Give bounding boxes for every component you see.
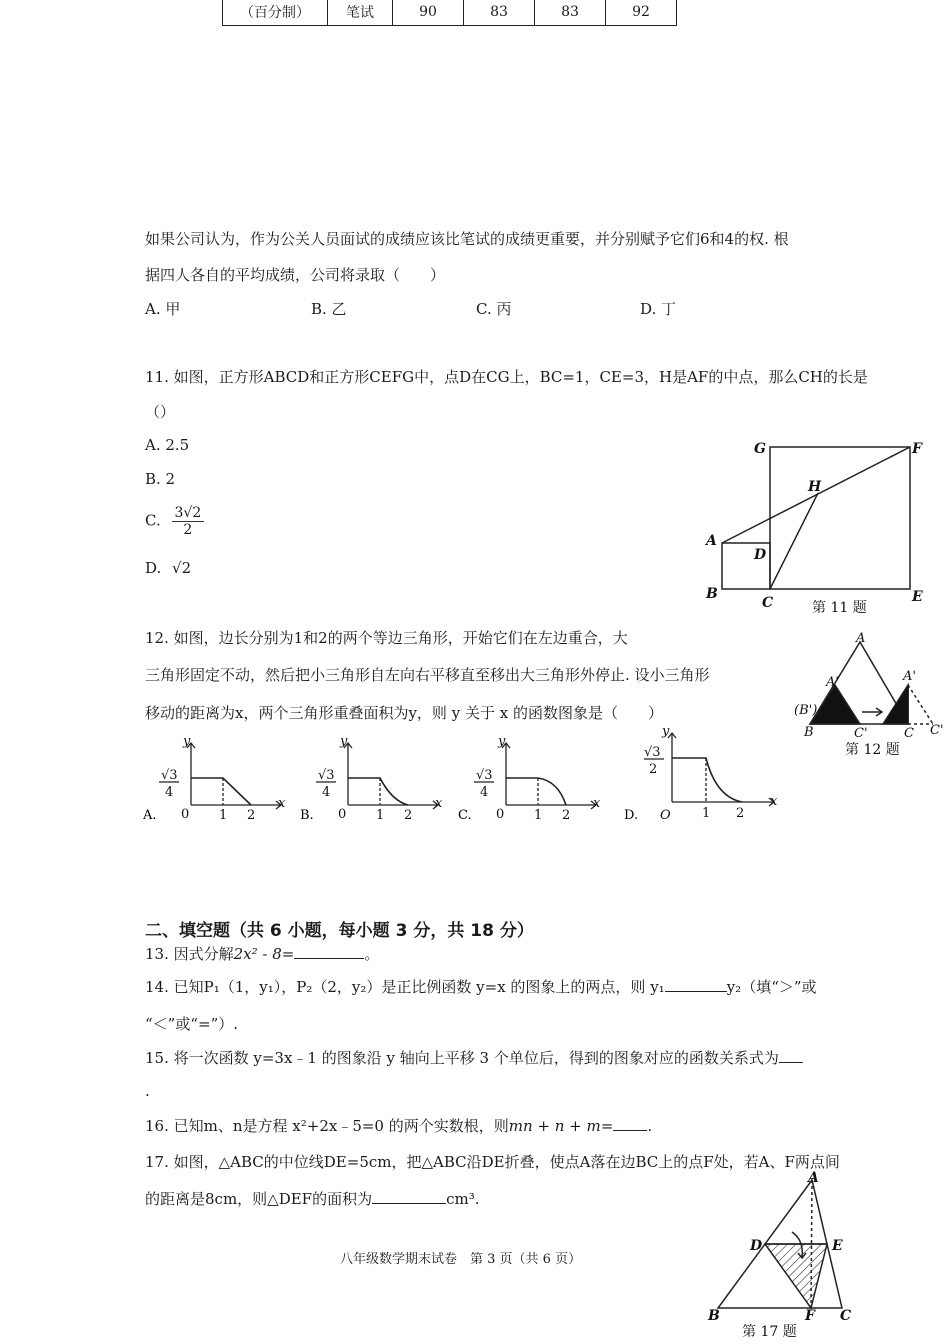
graph-d-label: D. (624, 808, 639, 823)
q12-figure (790, 630, 948, 760)
label-b: B (706, 586, 718, 602)
table-cell-score: 83 (535, 0, 606, 26)
table-cell-score: 83 (464, 0, 535, 26)
q13-end: 。 (364, 945, 380, 963)
label-g: G (754, 441, 766, 457)
q12-text-line1: 12. 如图，边长分别为1和2的两个等边三角形，开始它们在左边重合，大 (145, 629, 628, 647)
q12-text-line2: 三角形固定不动，然后把小三角形自左向右平移直至移出大三角形外停止. 设小三角形 (145, 666, 710, 684)
q12-label-a1: A' (826, 675, 839, 690)
q12-label-c2: C' (930, 723, 944, 738)
q14-text-b: y₂（填“＞”或 (726, 978, 817, 996)
q16-equals: = (600, 1117, 614, 1135)
q11-option-c (145, 505, 204, 538)
tick-2: 2 (247, 808, 256, 823)
table-cell-label: （百分制） (223, 0, 328, 26)
q11-text-line1: 11. 如图，正方形ABCD和正方形CEFG中，点D在CG上，BC=1，CE=3，H是AF的中点，那么CH的长是 (145, 368, 868, 386)
q17-text-b: cm³. (446, 1190, 480, 1208)
y-label: y (340, 735, 348, 749)
small-triangle-overlap (883, 685, 908, 724)
tick-1: 1 (376, 808, 385, 823)
q11-option-c-numerator: 3√2 (172, 505, 205, 522)
y-tick-den: 2 (649, 762, 658, 777)
q16 (145, 1115, 652, 1136)
x-label: x (593, 796, 601, 811)
tick-1: 1 (534, 808, 543, 823)
table-cell-type: 笔试 (328, 0, 393, 26)
score-table (222, 0, 677, 26)
q12-label-c1: C' (854, 726, 868, 741)
square-cefg (770, 447, 910, 589)
q17-label-f: F (805, 1308, 815, 1324)
q12-label-a2: A' (903, 669, 916, 684)
q12-figure-caption: 第 12 题 (845, 742, 900, 758)
q16-end: . (647, 1117, 653, 1135)
q17-label-c: C (840, 1308, 852, 1324)
small-triangle-dashed-right (908, 685, 933, 724)
section2-heading: 二、填空题（共 6 小题，每小题 3 分，共 18 分） (145, 921, 534, 941)
q13-answer-blank[interactable] (294, 958, 364, 959)
q12-graph-d (624, 725, 784, 830)
q10-text-line2: 据四人各自的平均成绩，公司将录取（ ） (145, 266, 446, 284)
q10-option-d: D. 丁 (640, 300, 677, 318)
x-label: x (770, 794, 778, 809)
label-e: E (912, 589, 923, 605)
q13 (145, 943, 379, 964)
q12-label-b1: (B') (794, 703, 818, 718)
q11-option-a: A. 2.5 (145, 436, 190, 454)
graph-a-label: A. (143, 808, 157, 823)
y-tick-den: 4 (480, 785, 489, 800)
q14-line1 (145, 976, 817, 997)
q13-equals: = (281, 945, 295, 963)
tick-2: 2 (562, 808, 571, 823)
segment-af (722, 447, 910, 543)
q15-text: 15. 将一次函数 y=3x﹣1 的图象沿 y 轴向上平移 3 个单位后，得到的图象对应的函数关系式为 (145, 1049, 779, 1067)
q13-prefix: 13. 因式分解 (145, 945, 234, 963)
q11-figure (700, 435, 930, 620)
tick-2: 2 (404, 808, 413, 823)
q14-text-line2: “＜”或“=”）. (145, 1015, 239, 1033)
graph-a-curve (191, 778, 251, 805)
q11-option-d-value: √2 (172, 559, 192, 577)
q10-option-a: A. 甲 (145, 300, 181, 318)
tick-2: 2 (736, 806, 745, 821)
q16-expression: mn + n + m (508, 1117, 601, 1135)
q15-line1 (145, 1047, 803, 1068)
q11-option-d-label: D. (145, 559, 162, 577)
q14-text-a: 14. 已知P₁（1，y₁），P₂（2，y₂）是正比例函数 y=x 的图象上的两点，则 y₁ (145, 978, 665, 996)
x-label: x (278, 796, 286, 811)
y-tick-num: √3 (318, 768, 335, 783)
q17-label-d: D (750, 1238, 763, 1254)
q17-label-b: B (708, 1308, 720, 1324)
label-a: A (706, 533, 717, 549)
q11-option-b: B. 2 (145, 470, 176, 488)
q11-option-c-fraction (172, 505, 205, 538)
q12-label-a: A (856, 631, 866, 646)
table-cell-score: 92 (606, 0, 677, 26)
q17-text-a: 的距离是8cm，则△DEF的面积为 (145, 1190, 373, 1208)
q11-text-line2: （） (145, 403, 176, 421)
q12-graph-c (458, 735, 608, 830)
q15-text-line2: . (145, 1082, 150, 1100)
q17-line2 (145, 1188, 480, 1209)
label-f: F (912, 441, 922, 457)
q10-option-b: B. 乙 (311, 300, 347, 318)
q10-option-c: C. 丙 (476, 300, 512, 318)
q16-answer-blank[interactable] (613, 1130, 647, 1131)
y-tick-den: 4 (165, 785, 174, 800)
q12-label-b: B (804, 725, 814, 740)
y-label: y (662, 725, 670, 739)
origin: 0 (181, 807, 190, 822)
q12-label-c: C (904, 726, 914, 741)
q17-label-e: E (832, 1238, 843, 1254)
small-triangle-start (810, 685, 860, 724)
page-footer: 八年级数学期末试卷 第 3 页（共 6 页） (340, 1252, 582, 1267)
q17-figure (700, 1170, 870, 1342)
y-tick-num: √3 (161, 768, 178, 783)
graph-b-label: B. (300, 808, 314, 823)
table-cell-score: 90 (393, 0, 464, 26)
table-row (223, 0, 677, 26)
q17-text-line1: 17. 如图，△ABC的中位线DE=5cm，把△ABC沿DE折叠，使点A落在边BC上的点F处，若A、F两点间 (145, 1153, 840, 1171)
x-label: x (435, 796, 443, 811)
tick-1: 1 (702, 806, 711, 821)
y-tick-num: √3 (644, 745, 661, 760)
origin: 0 (338, 807, 347, 822)
q12-graph-a (143, 735, 293, 830)
q15-answer-blank[interactable] (779, 1062, 803, 1063)
graph-c-label: C. (458, 808, 472, 823)
q12-text-line3: 移动的距离为x，两个三角形重叠面积为y，则 y 关于 x 的函数图象是（ ） (145, 704, 663, 722)
q11-option-d (145, 559, 191, 577)
q11-figure-caption: 第 11 题 (812, 600, 867, 616)
label-d: D (754, 547, 767, 563)
origin: O (660, 808, 671, 823)
graph-d-curve (672, 758, 742, 802)
q17-label-a: A (808, 1170, 819, 1186)
q11-option-c-denominator: 2 (183, 522, 193, 538)
q16-text-a: 16. 已知m、n是方程 x²+2x﹣5=0 的两个实数根，则 (145, 1117, 509, 1135)
y-label: y (498, 735, 506, 749)
y-tick-num: √3 (476, 768, 493, 783)
triangle-def (765, 1244, 827, 1308)
q11-option-c-label: C. (145, 511, 161, 530)
q17-figure-caption: 第 17 题 (742, 1324, 797, 1340)
label-c: C (762, 595, 774, 611)
q14-answer-blank[interactable] (665, 991, 727, 992)
graph-c-curve (506, 778, 566, 805)
q10-text-line1: 如果公司认为，作为公关人员面试的成绩应该比笔试的成绩更重要，并分别赋予它们6和4的权. 根 (145, 230, 789, 248)
q17-answer-blank[interactable] (372, 1203, 446, 1204)
q13-expression: 2x² - 8 (233, 945, 282, 963)
tick-1: 1 (219, 808, 228, 823)
y-tick-den: 4 (322, 785, 331, 800)
label-h: H (808, 479, 822, 495)
origin: 0 (496, 807, 505, 822)
graph-b-curve (348, 778, 408, 805)
segment-ch (770, 493, 818, 589)
q12-graph-b (300, 735, 450, 830)
y-label: y (183, 735, 191, 749)
